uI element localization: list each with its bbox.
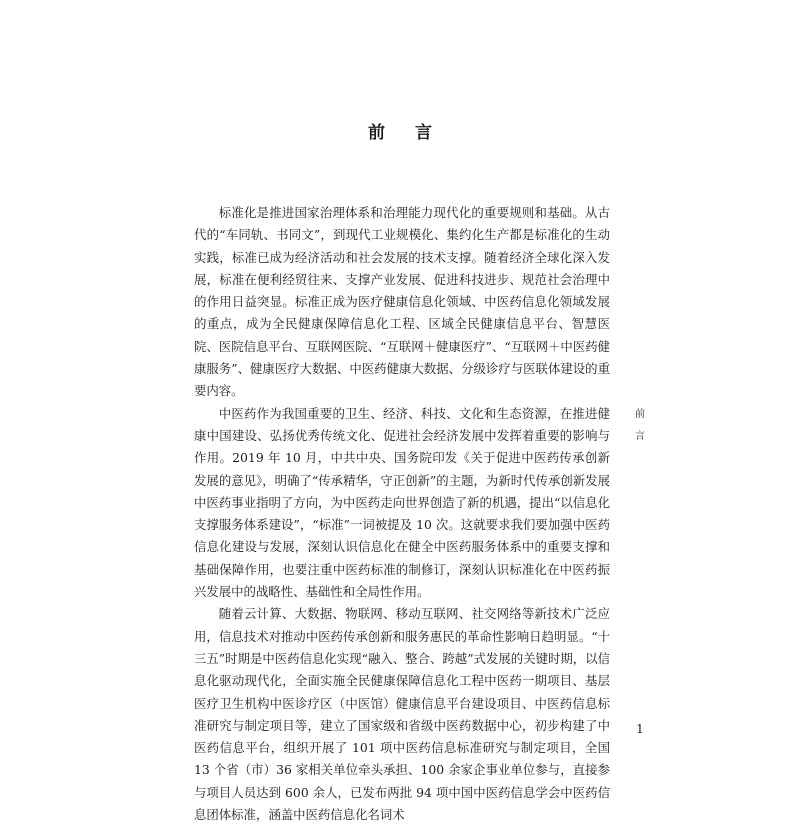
paragraph: 标准化是推进国家治理体系和治理能力现代化的重要规则和基础。从古代的“车同轨、书同文”，到现代工业规模化、集约化生产都是标准化的生动实践，标准已成为经济活动和社会发展的技术支撑。随着经济全球化深入发展，标准在便利经贸往来、支撑产业发展、促进科技进步、规范社会治理中的作用日益突显。标准正成为医疗健康信息化领域、中医药信息化领域发展的重点，成为全民健康保障信息化工程、区域全民健康信息平台、智慧医院、医院信息平台、互联网医院、“互联网＋健康医疗”、“互联网＋中医药健康服务”、健康医疗大数据、中医药健康大数据、分级诊疗与医联体建设的重要内容。 [194, 205, 610, 399]
running-head [632, 404, 648, 448]
body-text [194, 202, 610, 826]
page-title: 前 言 [368, 123, 444, 143]
running-head-char: 言 [635, 431, 645, 442]
running-head-char: 前 [635, 409, 645, 420]
page-number: 1 [636, 722, 644, 736]
paragraph: 随着云计算、大数据、物联网、移动互联网、社交网络等新技术广泛应用，信息技术对推动中医药传承创新和服务惠民的革命性影响日趋明显。“十三五”时期是中医药信息化实现“融入、整合、跨越”式发展的关键时期，以信息化驱动现代化，全面实施全民健康保障信息化工程中医药一期项目、基层医疗卫生机构中医诊疗区（中医馆）健康信息平台建设项目、中医药信息标准研究与制定项目等，建立了国家级和省级中医药数据中心，初步构建了中医药信息平台，组织开展了 101 项中医药信息标准研究与制定项目，全国 13 个省（市）36 家相关单位牵头承担、100 余家企事业单位参与，直接参与项目人员达到 600 余人，已发布两批 94 项中国中医药信息学会中医药信息团体标准，涵盖中医药信息化名词术 [194, 606, 610, 823]
paragraph: 中医药作为我国重要的卫生、经济、科技、文化和生态资源，在推进健康中国建设、弘扬优秀传统文化、促进社会经济发展中发挥着重要的影响与作用。2019 年 10 月，中共中央、国务院印发《关于促进中医药传承创新发展的意见》，明确了“传承精华，守正创新”的主题，为新时代传承创新发展中医药事业指明了方向，为中医药走向世界创造了新的机遇，提出“以信息化支撑服务体系建设”，“标准”一词被提及 10 次。这就要求我们要加强中医药信息化建设与发展，深刻认识信息化在健全中医药服务体系中的重要支撑和基础保障作用，也要注重中医药标准的制修订，深刻认识标准化在中医药振兴发展中的战略性、基础性和全局性作用。 [194, 405, 610, 600]
